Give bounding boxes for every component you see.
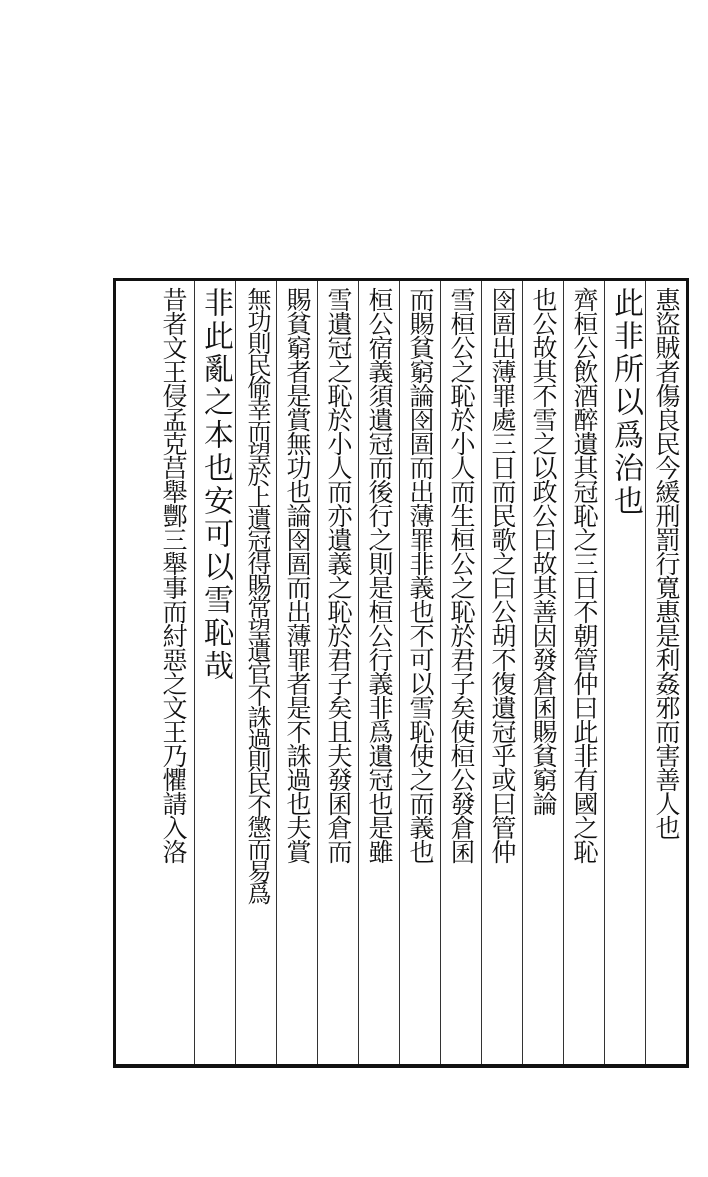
column-text: 雪桓公之恥於小人而生桓公之恥於君子矣使桓公發倉囷 xyxy=(447,287,476,863)
column-text: 也公故其不雪之以政公曰故其善因發倉囷賜貧窮論 xyxy=(529,287,558,815)
column-text: 雪遺冠之恥於小人而亦遺義之恥於君子矣且夫發囷倉而 xyxy=(324,287,353,863)
text-column-13 xyxy=(153,281,194,1064)
column-text: 而賜貧窮論囹圄而出薄罪非義也不可以雪恥使之而義也 xyxy=(406,287,435,863)
text-column-6 xyxy=(440,281,481,1064)
text-column-7 xyxy=(399,281,440,1064)
column-text: 昔者文王侵孟克莒舉酆三舉事而紂惡之文王乃懼請入洛 xyxy=(159,287,188,863)
text-column-8 xyxy=(358,281,399,1064)
text-column-2 xyxy=(604,281,645,1064)
text-column-12 xyxy=(194,281,235,1064)
column-text: 惠盜賊者傷良民今緩刑罰行寬惠是利姦邪而害善人也 xyxy=(652,287,681,839)
text-column-10 xyxy=(276,281,317,1064)
text-column-9 xyxy=(317,281,358,1064)
text-column-11 xyxy=(235,281,276,1064)
text-column-5 xyxy=(481,281,522,1064)
column-text: 無功則民偷幸而望於上遺冠得賜常望遺官不誅過則民不懲而易爲 xyxy=(243,287,271,903)
column-text: 非此亂之本也安可以雪恥哉 xyxy=(198,287,233,683)
column-text: 齊桓公飲酒醉遺其冠恥之三日不朝管仲曰此非有國之恥 xyxy=(570,287,599,863)
column-text: 賜貧窮者是賞無功也論囹圄而出薄罪者是不誅過也夫賞 xyxy=(283,287,312,863)
text-column-3 xyxy=(563,281,604,1064)
text-column-4 xyxy=(522,281,563,1064)
text-frame xyxy=(113,278,689,1068)
column-text: 囹圄出薄罪處三日而民歌之曰公胡不復遺冠乎或曰管仲 xyxy=(488,287,517,863)
column-text: 此非所以爲治也 xyxy=(608,287,643,518)
text-column-1 xyxy=(645,281,686,1064)
column-text: 桓公宿義須遺冠而後行之則是桓公行義非爲遺冠也是雖 xyxy=(365,287,394,863)
